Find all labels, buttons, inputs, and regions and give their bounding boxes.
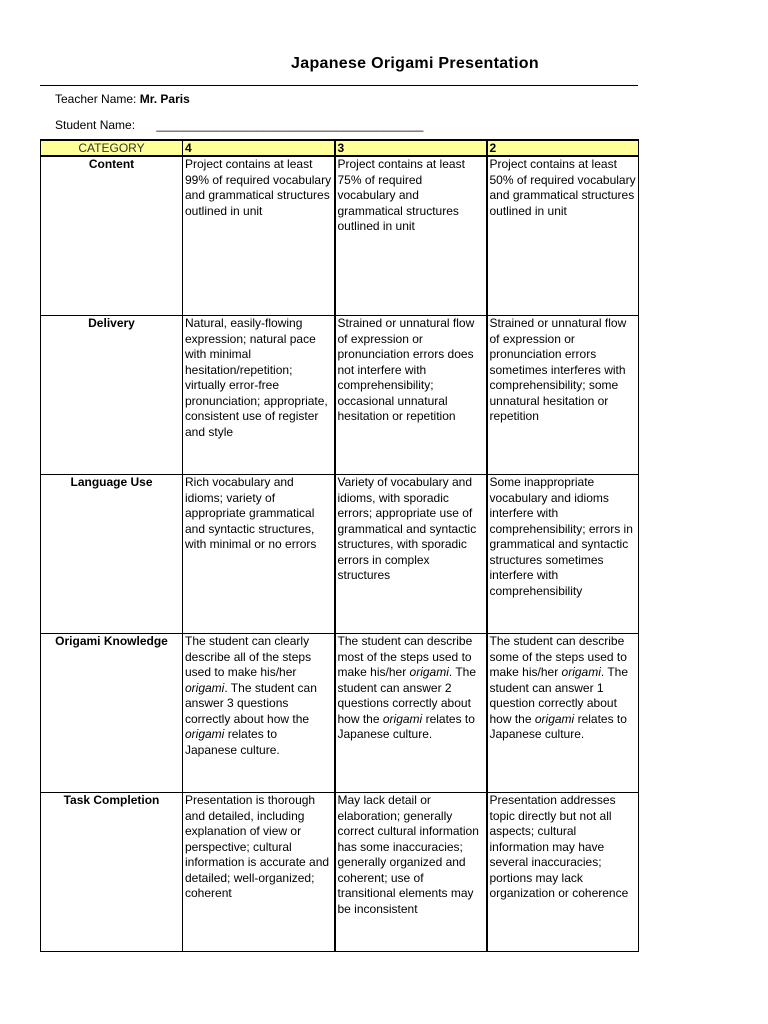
cell-text: . The student can answer 1 question correctly about how the bbox=[489, 665, 629, 726]
cell-text: relates to Japanese culture. bbox=[185, 727, 280, 757]
cell-text: relates to Japanese culture. bbox=[337, 711, 475, 741]
rubric-row-origami-knowledge bbox=[41, 634, 639, 793]
row-category-label: Origami Knowledge bbox=[41, 634, 183, 793]
cell-italic: origami bbox=[185, 727, 225, 741]
document-title: Japanese Origami Presentation bbox=[291, 55, 539, 72]
rubric-row-language-use bbox=[41, 475, 639, 634]
cell-italic: origami bbox=[185, 680, 225, 695]
cell-italic: origami bbox=[382, 711, 423, 726]
student-name-blank: ________________________________________ bbox=[156, 118, 424, 132]
teacher-name-line bbox=[55, 92, 190, 106]
teacher-name-value: Mr. Paris bbox=[139, 92, 190, 106]
student-name-label: Student Name: bbox=[55, 118, 136, 132]
cell-text: The student can describe some of the steps used to make his/her bbox=[489, 634, 627, 679]
cell-text: . The student can answer 3 questions correctly about how the bbox=[185, 680, 317, 726]
rubric-cell: Project contains at least 99% of required vocabulary and grammatical structures outlined in unit bbox=[183, 156, 335, 316]
rubric-cell bbox=[183, 634, 335, 793]
cell-text: . The student can answer 2 questions correctly about how the bbox=[337, 665, 477, 726]
rubric-cell: Natural, easily-flowing expression; natural pace with minimal hesitation/repetition; virtually error-free pronunciation; appropriate, consistent use of register and style bbox=[183, 316, 335, 475]
row-category-label: Task Completion bbox=[41, 793, 183, 952]
rubric-row-task-completion bbox=[41, 793, 639, 952]
rubric-cell: Strained or unnatural flow of expression or pronunciation errors sometimes interferes with comprehensibility; some unnatural hesitation or repetition bbox=[487, 316, 639, 475]
row-category-label: Language Use bbox=[41, 475, 183, 634]
rubric-cell bbox=[335, 634, 487, 793]
teacher-name-label: Teacher Name: bbox=[55, 92, 137, 106]
rubric-cell bbox=[487, 634, 639, 793]
rubric-row-content bbox=[41, 156, 639, 316]
rubric-row-delivery bbox=[41, 316, 639, 475]
rubric-cell: Presentation is thorough and detailed, including explanation of view or perspective; cultural information is accurate and detailed; well-organized; coherent bbox=[183, 793, 335, 952]
rubric-cell: Variety of vocabulary and idioms, with sporadic errors; appropriate use of grammatical and syntactic structures, with sporadic errors in complex structures bbox=[335, 475, 487, 634]
cell-text: The student can clearly describe all of the steps used to make his/her bbox=[185, 634, 312, 679]
rubric-header-row bbox=[41, 140, 639, 156]
cell-italic: origami bbox=[561, 665, 601, 679]
header-level-4: 4 bbox=[183, 140, 335, 156]
title-rule bbox=[40, 85, 638, 86]
header-category: CATEGORY bbox=[41, 140, 183, 156]
cell-text: The student can describe most of the steps used to make his/her bbox=[337, 634, 473, 679]
rubric-cell: Presentation addresses topic directly but not all aspects; cultural information may have several inaccuracies; portions may lack organization or coherence bbox=[487, 793, 639, 952]
student-name-line bbox=[55, 118, 423, 132]
row-category-label: Delivery bbox=[41, 316, 183, 475]
cell-italic: origami bbox=[534, 711, 575, 726]
rubric-cell: Some inappropriate vocabulary and idioms interfere with comprehensibility; errors in grammatical and syntactic structures sometimes interfere with comprehensibility bbox=[487, 475, 639, 634]
rubric-cell: Project contains at least 75% of required vocabulary and grammatical structures outlined in unit bbox=[335, 156, 487, 316]
cell-italic: origami bbox=[409, 665, 449, 679]
header-level-2: 2 bbox=[487, 140, 639, 156]
rubric-cell: May lack detail or elaboration; generally correct cultural information has some inaccuracies; generally organized and coherent; use of transitional elements may be inconsistent bbox=[335, 793, 487, 952]
rubric-table bbox=[40, 139, 639, 952]
rubric-cell: Project contains at least 50% of required vocabulary and grammatical structures outlined in unit bbox=[487, 156, 639, 316]
row-category-label: Content bbox=[41, 156, 183, 316]
rubric-cell: Strained or unnatural flow of expression or pronunciation errors does not interfere with comprehensibility; occasional unnatural hesitation or repetition bbox=[335, 316, 487, 475]
cell-text: relates to Japanese culture. bbox=[489, 711, 627, 741]
rubric-cell: Rich vocabulary and idioms; variety of appropriate grammatical and syntactic structures, with minimal or no errors bbox=[183, 475, 335, 634]
header-level-3: 3 bbox=[335, 140, 487, 156]
